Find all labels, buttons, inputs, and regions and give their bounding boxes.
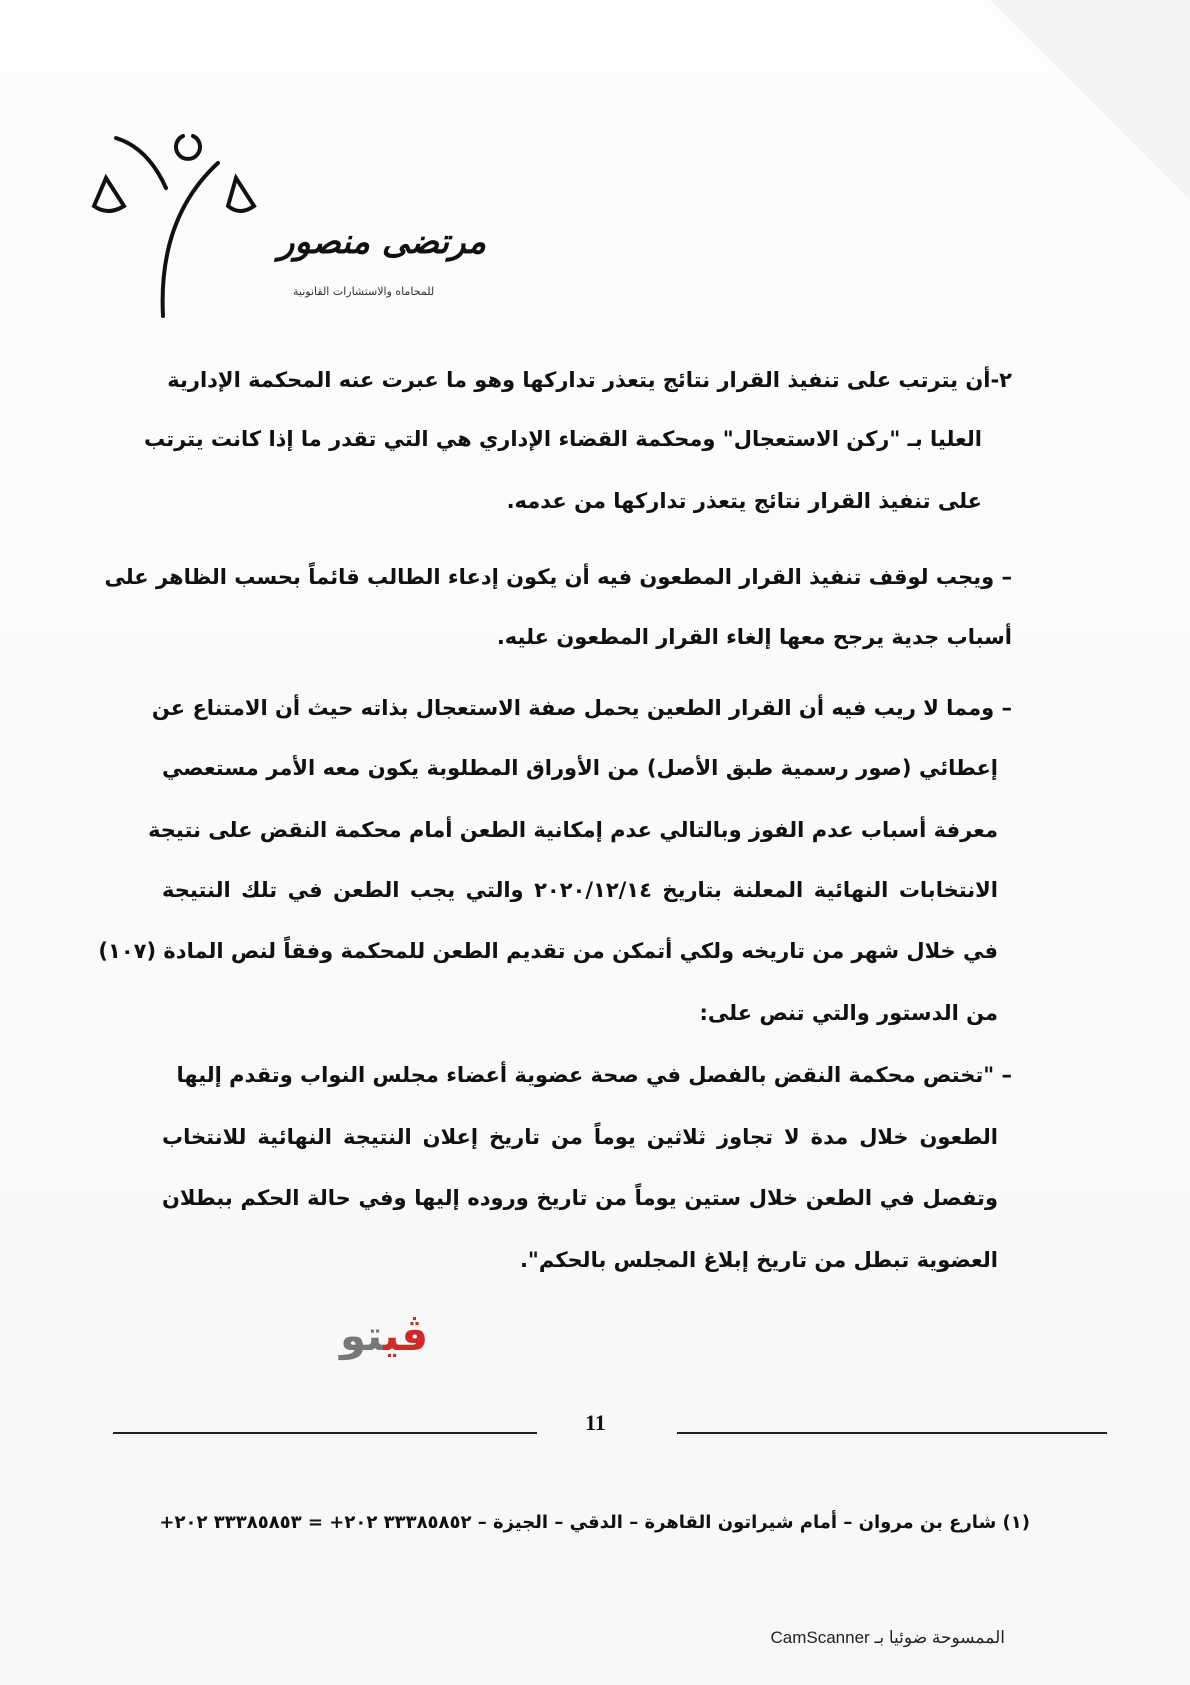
paragraph-3-line-4: الانتخابات النهائية المعلنة بتاريخ ٢٠٢٠/١٢/١٤ والتي يجب الطعن في تلك النتيجة bbox=[162, 878, 999, 902]
paragraph-1-line-3: على تنفيذ القرار نتائج يتعذر تداركها من عدمه. bbox=[506, 489, 982, 513]
paragraph-3-line-2: إعطائي (صور رسمية طبق الأصل) من الأوراق المطلوبة يكون معه الأمر مستعصي bbox=[162, 756, 998, 780]
paragraph-3-line-6: من الدستور والتي تنص على: bbox=[699, 1001, 998, 1025]
paragraph-3-line-1: – ومما لا ريب فيه أن القرار الطعين يحمل صفة الاستعجال بذاته حيث أن الامتناع عن bbox=[151, 696, 1012, 720]
footer-rule-left bbox=[113, 1432, 537, 1434]
watermark-logo: ڤيتو bbox=[340, 1311, 429, 1360]
camscanner-note: الممسوحة ضوئيا بـ CamScanner bbox=[770, 1628, 1005, 1647]
footer-address: (١) شارع بن مروان – أمام شيراتون القاهرة – الدقي – الجيزة – ٣٣٣٨٥٨٥٢ ٢٠٢+ = ٣٣٣٨٥٨٥٣ ٢٠٢+ bbox=[159, 1512, 1030, 1533]
paragraph-2-line-2: أسباب جدية يرجح معها إلغاء القرار المطعون عليه. bbox=[496, 625, 1012, 649]
firm-logo bbox=[88, 128, 487, 318]
paragraph-1-line-2: العليا بـ "ركن الاستعجال" ومحكمة القضاء الإداري هي التي تقدر ما إذا كانت يترتب bbox=[143, 427, 982, 451]
paragraph-4-line-2: الطعون خلال مدة لا تجاوز ثلاثين يوماً من تاريخ إعلان النتيجة النهائية للانتخاب bbox=[162, 1125, 998, 1149]
logo-name: مرتضى منصور bbox=[278, 222, 487, 262]
page-fold-shadow bbox=[990, 0, 1190, 200]
paragraph-4-line-4: العضوية تبطل من تاريخ إبلاغ المجلس بالحكم". bbox=[519, 1248, 998, 1272]
paragraph-3-line-3: معرفة أسباب عدم الفوز وبالتالي عدم إمكانية الطعن أمام محكمة النقض على نتيجة bbox=[148, 818, 998, 842]
logo-subtitle: للمحاماه والاستشارات القانونية bbox=[293, 285, 435, 298]
paragraph-1-line-1: ٢-أن يترتب على تنفيذ القرار نتائج يتعذر تداركها وهو ما عبرت عنه المحكمة الإدارية bbox=[167, 368, 1012, 392]
paragraph-4-line-1: – "تختص محكمة النقض بالفصل في صحة عضوية أعضاء مجلس النواب وتقدم إليها bbox=[176, 1063, 1012, 1087]
paragraph-3-line-5: في خلال شهر من تاريخه ولكي أتمكن من تقديم الطعن للمحكمة وفقاً لنص المادة (١٠٧) bbox=[98, 939, 998, 963]
paragraph-4-line-3: وتفصل في الطعن خلال ستين يوماً من تاريخ وروده إليها وفي حالة الحكم ببطلان bbox=[162, 1186, 998, 1210]
paragraph-2-line-1: – ويجب لوقف تنفيذ القرار المطعون فيه أن يكون إدعاء الطالب قائماً بحسب الظاهر على bbox=[104, 565, 1012, 589]
page-number: 11 bbox=[585, 1410, 606, 1435]
footer-rule-right bbox=[677, 1432, 1107, 1434]
